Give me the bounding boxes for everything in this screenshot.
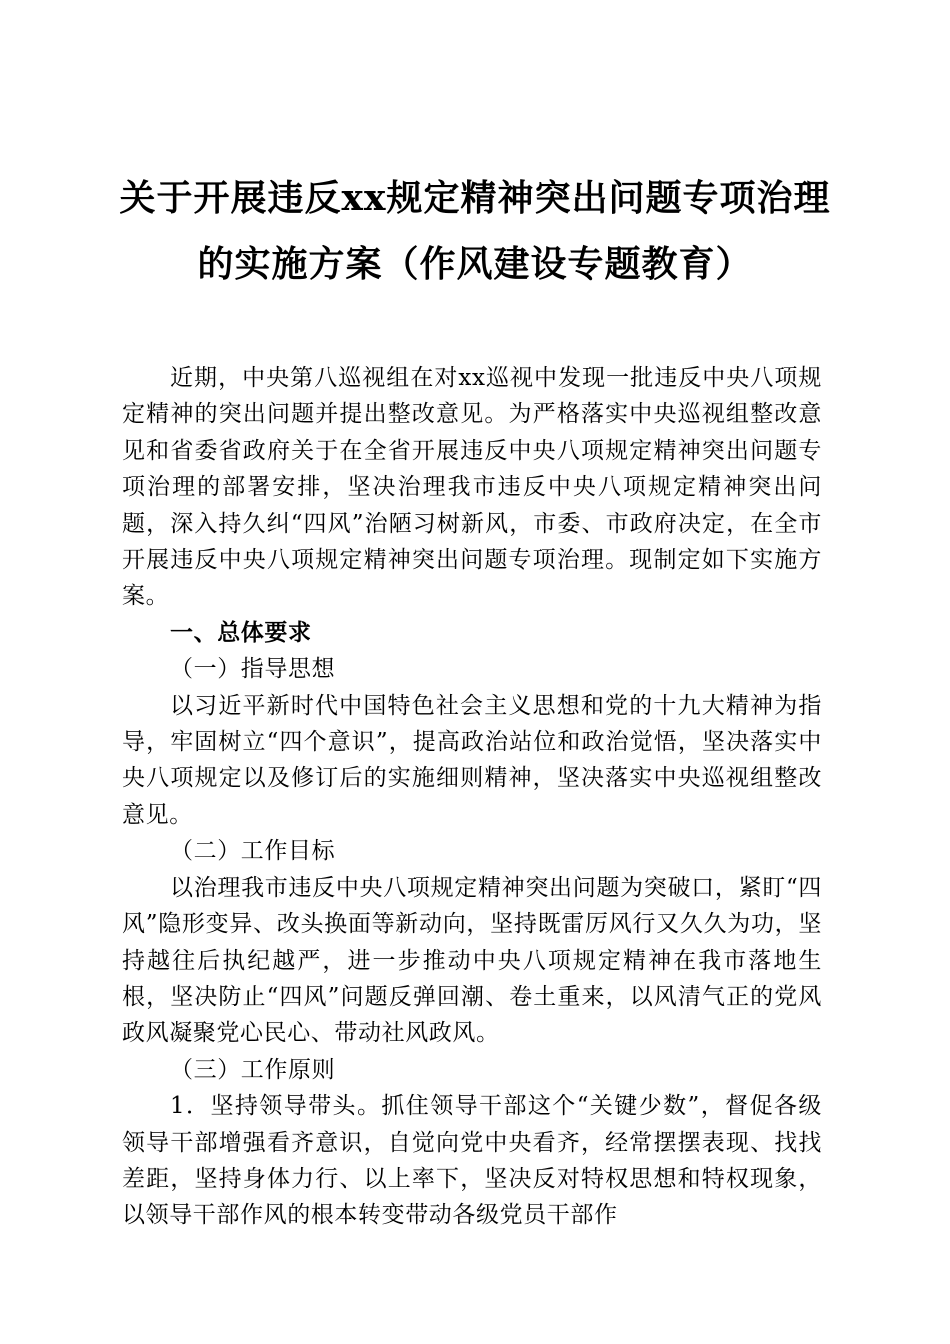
section-heading-general-requirements: 一、总体要求 <box>170 619 312 646</box>
work-goals-paragraph: 以治理我市违反中央八项规定精神突出问题为突破口，紧盯“四风”隐形变异、改头换面等新动向，坚持既雷厉风行又久久为功，坚持越往后执纪越严，进一步推动中央八项规定精神在我市落地生根，坚决防止“四风”问题反弹回潮、卷土重来，以风清气正的党风政风凝聚党心民心、带动社风政风。 <box>122 874 822 1047</box>
intro-paragraph: 近期，中央第八巡视组在对xx巡视中发现一批违反中央八项规定精神的突出问题并提出整改意见。为严格落实中央巡视组整改意见和省委省政府关于在全省开展违反中央八项规定精神突出问题专项治理的部署安排，坚决治理我市违反中央八项规定精神突出问题，深入持久纠“四风”治陋习树新风，市委、市政府决定，在全市开展违反中央八项规定精神突出问题专项治理。现制定如下实施方案。 <box>122 365 822 610</box>
subsection-heading-work-principles: （三）工作原则 <box>170 1056 336 1083</box>
subsection-heading-work-goals: （二）工作目标 <box>170 838 336 865</box>
document-title-line-2: 的实施方案（作风建设专题教育） <box>197 243 753 285</box>
document-title-line-1: 关于开展违反xx规定精神突出问题专项治理 <box>119 177 831 219</box>
document-body <box>122 360 822 1234</box>
subsection-heading-guiding-ideology: （一）指导思想 <box>170 656 336 683</box>
guiding-ideology-paragraph: 以习近平新时代中国特色社会主义思想和党的十九大精神为指导，牢固树立“四个意识”，提高政治站位和政治觉悟，坚决落实中央八项规定以及修订后的实施细则精神，坚决落实中央巡视组整改意见。 <box>122 692 822 828</box>
work-principles-paragraph-1: 1．坚持领导带头。抓住领导干部这个“关键少数”，督促各级领导干部增强看齐意识，自觉向党中央看齐，经常摆摆表现、找找差距，坚持身体力行、以上率下，坚决反对特权思想和特权现象，以领导干部作风的根本转变带动各级党员干部作 <box>122 1093 822 1229</box>
